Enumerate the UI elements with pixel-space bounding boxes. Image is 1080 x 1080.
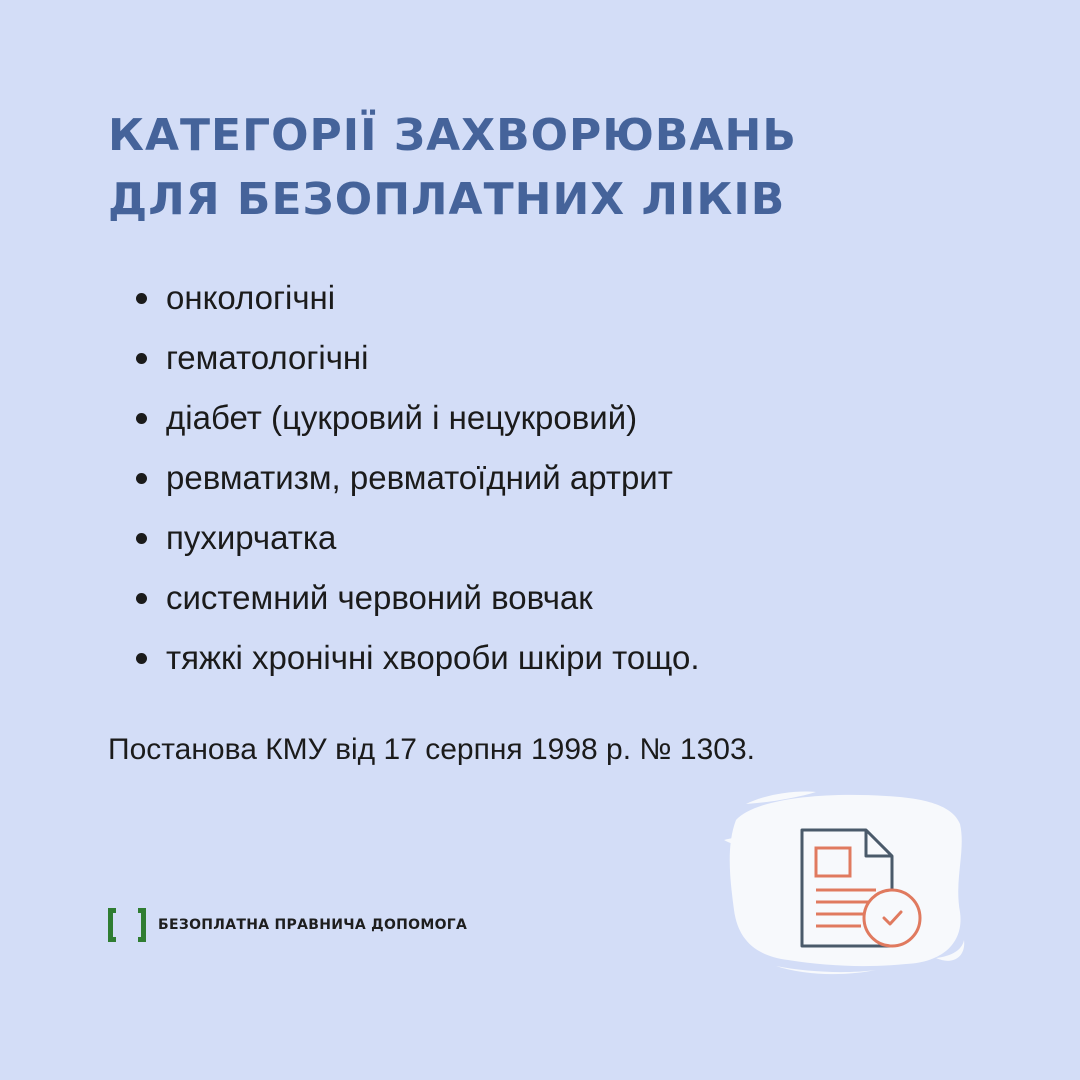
list-item-label: тяжкі хронічні хвороби шкіри тощо. [166,639,700,676]
logo-bracket-right-icon [138,908,146,942]
bullet-icon [136,653,147,664]
disease-category-list [132,268,700,688]
list-item [132,328,700,388]
page-title [108,104,797,232]
list-item-label: онкологічні [166,279,336,316]
logo-bracket-left-icon [108,908,116,942]
bullet-icon [136,473,147,484]
bullet-icon [136,293,147,304]
brand-logo [108,906,467,944]
check-circle-icon [864,890,920,946]
list-item-label: діабет (цукровий і нецукровий) [166,399,638,436]
list-item [132,568,700,628]
title-line-1: КАТЕГОРІЇ ЗАХВОРЮВАНЬ [108,110,797,161]
bullet-icon [136,533,147,544]
title-line-2: ДЛЯ БЕЗОПЛАТНИХ ЛІКІВ [108,174,786,225]
list-item [132,388,700,448]
list-item-label: системний червоний вовчак [166,579,593,616]
bullet-icon [136,593,147,604]
list-item [132,448,700,508]
bullet-icon [136,413,147,424]
list-item-label: ревматизм, ревматоїдний артрит [166,459,673,496]
document-check-illustration [716,780,966,980]
list-item-label: пухирчатка [166,519,337,556]
list-item-label: гематологічні [166,339,369,376]
logo-text: БЕЗОПЛАТНА ПРАВНИЧА ДОПОМОГА [158,917,468,933]
legal-source-note: Постанова КМУ від 17 серпня 1998 р. № 1303. [108,733,755,766]
list-item [132,508,700,568]
list-item [132,628,700,688]
bullet-icon [136,353,147,364]
list-item [132,268,700,328]
